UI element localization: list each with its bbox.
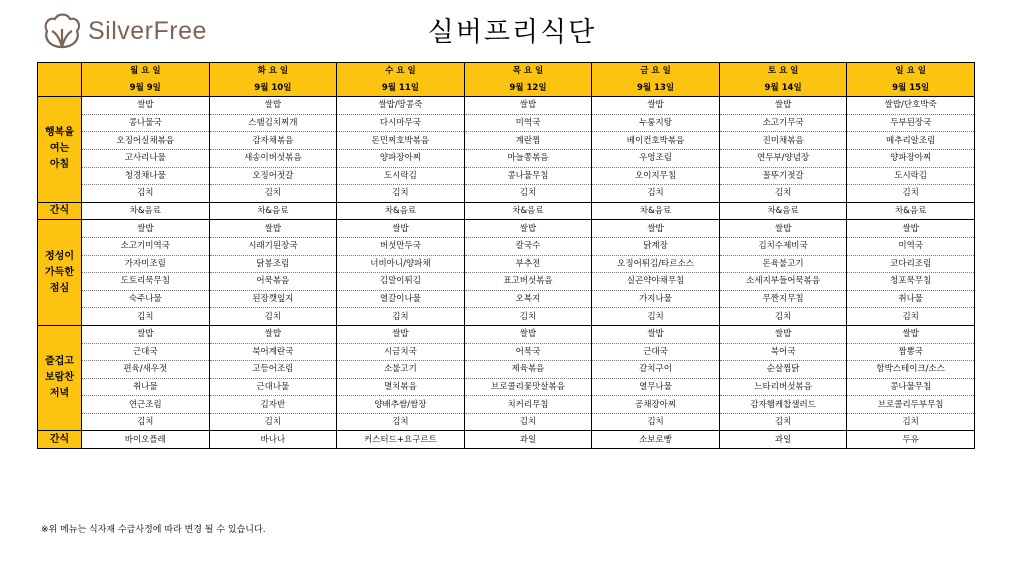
menu-cell: 도시락김 <box>337 167 465 185</box>
menu-cell: 차&음료 <box>592 202 720 220</box>
menu-cell: 어묵볶음 <box>209 273 337 291</box>
menu-cell: 쌀밥 <box>337 325 465 343</box>
menu-cell: 베이컨호박볶음 <box>592 132 720 150</box>
menu-cell: 차&음료 <box>209 202 337 220</box>
meal-label-line: 행복을 <box>45 127 74 139</box>
menu-row <box>38 378 975 396</box>
menu-cell: 쌀밥 <box>592 325 720 343</box>
menu-row <box>38 343 975 361</box>
menu-cell: 청포묵무침 <box>847 273 975 291</box>
menu-cell: 무짠지무침 <box>719 290 847 308</box>
menu-cell: 차&음료 <box>337 202 465 220</box>
menu-cell: 소불고기 <box>337 361 465 379</box>
menu-cell: 커스터드+요구르트 <box>337 431 465 449</box>
menu-cell: 연두부/양념장 <box>719 149 847 167</box>
menu-row <box>38 413 975 431</box>
menu-cell: 소보로빵 <box>592 431 720 449</box>
menu-cell: 스팸김치찌개 <box>209 114 337 132</box>
menu-cell: 김치 <box>337 185 465 203</box>
menu-cell: 숙주나물 <box>82 290 210 308</box>
snack-label <box>38 202 82 220</box>
brand-name: SilverFree <box>88 16 207 45</box>
date-header: 9월 15일 <box>847 80 975 97</box>
menu-cell: 쌀밥 <box>337 220 465 238</box>
menu-cell: 미역국 <box>464 114 592 132</box>
menu-cell: 열무나물 <box>592 378 720 396</box>
menu-cell: 콩나물무침 <box>847 378 975 396</box>
snack-label <box>38 431 82 449</box>
menu-cell: 시금치국 <box>337 343 465 361</box>
menu-cell: 김치 <box>847 413 975 431</box>
menu-cell: 순살찜닭 <box>719 361 847 379</box>
menu-cell: 오징어튀김/타르소스 <box>592 255 720 273</box>
day-header: 목 요 일 <box>464 63 592 80</box>
meal-label-line: 간식 <box>49 205 70 217</box>
menu-row <box>38 132 975 150</box>
menu-cell: 계란찜 <box>464 132 592 150</box>
menu-cell: 갈치구이 <box>592 361 720 379</box>
menu-cell: 메추리알조림 <box>847 132 975 150</box>
menu-cell: 짬뽕국 <box>847 343 975 361</box>
menu-cell: 고등어조림 <box>209 361 337 379</box>
day-header: 월 요 일 <box>82 63 210 80</box>
menu-cell: 진미채볶음 <box>719 132 847 150</box>
menu-cell: 과일 <box>719 431 847 449</box>
menu-cell: 쌀밥 <box>209 325 337 343</box>
menu-cell: 차&음료 <box>82 202 210 220</box>
menu-cell: 쌀밥 <box>82 97 210 115</box>
menu-row <box>38 149 975 167</box>
menu-cell: 오징어젓갈 <box>209 167 337 185</box>
menu-cell: 우엉조림 <box>592 149 720 167</box>
menu-cell: 김치 <box>719 413 847 431</box>
menu-row <box>38 325 975 343</box>
menu-cell: 김치 <box>847 185 975 203</box>
menu-cell: 쌀밥 <box>847 220 975 238</box>
menu-cell: 김치 <box>847 308 975 326</box>
menu-cell: 다시마무국 <box>337 114 465 132</box>
menu-cell: 너비아니/양파채 <box>337 255 465 273</box>
menu-cell: 감자햄케찹샐러드 <box>719 396 847 414</box>
menu-cell: 근대국 <box>82 343 210 361</box>
menu-cell: 돈민찌호박볶음 <box>337 132 465 150</box>
menu-cell: 김치 <box>719 308 847 326</box>
menu-cell: 제육볶음 <box>464 361 592 379</box>
menu-cell: 청경채나물 <box>82 167 210 185</box>
menu-cell: 소고기미역국 <box>82 237 210 255</box>
menu-cell: 쌀밥 <box>719 220 847 238</box>
menu-cell: 차&음료 <box>847 202 975 220</box>
weekly-menu-table <box>37 62 975 449</box>
menu-cell: 열갈이나물 <box>337 290 465 308</box>
menu-cell: 김치 <box>82 413 210 431</box>
menu-cell: 근대나물 <box>209 378 337 396</box>
menu-cell: 오이지무침 <box>592 167 720 185</box>
menu-cell: 취나물 <box>82 378 210 396</box>
menu-cell: 소세지부들어묵볶음 <box>719 273 847 291</box>
menu-row <box>38 114 975 132</box>
menu-cell: 미역국 <box>847 237 975 255</box>
menu-cell: 도시락김 <box>847 167 975 185</box>
menu-cell: 쌀밥 <box>464 220 592 238</box>
day-header: 화 요 일 <box>209 63 337 80</box>
menu-cell: 멸치볶음 <box>337 378 465 396</box>
date-header: 9월 14일 <box>719 80 847 97</box>
menu-cell: 김치수제비국 <box>719 237 847 255</box>
menu-cell: 차&음료 <box>464 202 592 220</box>
menu-cell: 브로콜리꽃맛살볶음 <box>464 378 592 396</box>
menu-cell: 김자반 <box>209 396 337 414</box>
menu-cell: 가자미조림 <box>82 255 210 273</box>
menu-cell: 쌀밥 <box>209 97 337 115</box>
menu-row <box>38 167 975 185</box>
menu-cell: 쌀밥 <box>847 325 975 343</box>
date-header: 9월 9일 <box>82 80 210 97</box>
menu-cell: 근대국 <box>592 343 720 361</box>
menu-cell: 버섯만두국 <box>337 237 465 255</box>
menu-row <box>38 290 975 308</box>
menu-cell: 김치 <box>464 413 592 431</box>
menu-cell: 고사리나물 <box>82 149 210 167</box>
page-title: 실버프리식단 <box>427 17 597 48</box>
menu-cell: 쌀밥 <box>82 220 210 238</box>
menu-cell: 김치 <box>337 413 465 431</box>
menu-cell: 편육/새우젓 <box>82 361 210 379</box>
menu-row <box>38 220 975 238</box>
menu-cell: 쌀밥 <box>719 97 847 115</box>
menu-cell: 김치 <box>592 185 720 203</box>
menu-cell: 공채장아찌 <box>592 396 720 414</box>
menu-cell: 브로콜리두부무침 <box>847 396 975 414</box>
menu-cell: 북어국 <box>719 343 847 361</box>
meal-label-line: 저녁 <box>49 388 70 400</box>
menu-cell: 김치 <box>592 413 720 431</box>
menu-cell: 차&음료 <box>719 202 847 220</box>
menu-row <box>38 255 975 273</box>
menu-row <box>38 97 975 115</box>
date-header: 9월 11일 <box>337 80 465 97</box>
menu-cell: 돈육불고기 <box>719 255 847 273</box>
menu-cell: 닭봉조림 <box>209 255 337 273</box>
menu-cell: 김치 <box>592 308 720 326</box>
menu-cell: 시래기된장국 <box>209 237 337 255</box>
menu-cell: 쌀밥 <box>592 220 720 238</box>
menu-row <box>38 308 975 326</box>
menu-cell: 양파장아찌 <box>337 149 465 167</box>
menu-cell: 감자채볶음 <box>209 132 337 150</box>
day-header: 금 요 일 <box>592 63 720 80</box>
menu-cell: 도토리묵무침 <box>82 273 210 291</box>
menu-cell: 쌀밥 <box>464 325 592 343</box>
menu-cell: 된장깻잎지 <box>209 290 337 308</box>
menu-cell: 꼴뚜기젓갈 <box>719 167 847 185</box>
menu-cell: 김말이튀김 <box>337 273 465 291</box>
meal-label <box>38 325 82 431</box>
menu-cell: 느타리버섯볶음 <box>719 378 847 396</box>
menu-cell: 쌀밥 <box>209 220 337 238</box>
menu-cell: 새송이버섯볶음 <box>209 149 337 167</box>
menu-cell: 쌀밥 <box>82 325 210 343</box>
menu-cell: 연근조림 <box>82 396 210 414</box>
menu-cell: 닭계장 <box>592 237 720 255</box>
meal-label-line: 즐겁고 <box>45 356 74 368</box>
menu-cell: 김치 <box>719 185 847 203</box>
menu-cell: 가지나물 <box>592 290 720 308</box>
menu-cell: 김치 <box>82 308 210 326</box>
menu-cell: 양파장아찌 <box>847 149 975 167</box>
meal-label-line: 가득한 <box>45 266 74 278</box>
menu-cell: 김치 <box>209 413 337 431</box>
menu-row <box>38 396 975 414</box>
meal-label-line: 여는 <box>49 143 70 155</box>
menu-cell: 쌀밥/단호박죽 <box>847 97 975 115</box>
menu-cell: 김치 <box>464 185 592 203</box>
menu-cell: 소고기무국 <box>719 114 847 132</box>
menu-cell: 코다리조림 <box>847 255 975 273</box>
menu-cell: 콩나물무침 <box>464 167 592 185</box>
menu-cell: 쌀밥 <box>592 97 720 115</box>
menu-cell: 김치 <box>464 308 592 326</box>
menu-row <box>38 185 975 203</box>
menu-cell: 칼국수 <box>464 237 592 255</box>
header-corner <box>38 63 82 97</box>
date-header: 9월 10일 <box>209 80 337 97</box>
menu-cell: 치커리무침 <box>464 396 592 414</box>
menu-cell: 콩나물국 <box>82 114 210 132</box>
date-header: 9월 13일 <box>592 80 720 97</box>
menu-cell: 두유 <box>847 431 975 449</box>
menu-cell: 표고버섯볶음 <box>464 273 592 291</box>
meal-label-line: 보람찬 <box>45 372 74 384</box>
menu-row <box>38 361 975 379</box>
menu-cell: 북어계란국 <box>209 343 337 361</box>
menu-cell: 쌀밥/땅콩죽 <box>337 97 465 115</box>
menu-cell: 마늘쫑볶음 <box>464 149 592 167</box>
meal-label-line: 아침 <box>49 159 70 171</box>
menu-cell: 김치 <box>209 308 337 326</box>
menu-cell: 부추전 <box>464 255 592 273</box>
meal-label-line: 점심 <box>49 282 70 294</box>
date-header: 9월 12일 <box>464 80 592 97</box>
menu-row <box>38 202 975 220</box>
menu-row <box>38 237 975 255</box>
meal-label-line: 정성이 <box>45 250 74 262</box>
menu-cell: 두부된장국 <box>847 114 975 132</box>
meal-label <box>38 97 82 203</box>
menu-cell: 김치 <box>82 185 210 203</box>
menu-cell: 쌀밥 <box>719 325 847 343</box>
menu-cell: 누룽지탕 <box>592 114 720 132</box>
menu-cell: 함박스테이크/소스 <box>847 361 975 379</box>
menu-cell: 오징어실채볶음 <box>82 132 210 150</box>
day-header: 일 요 일 <box>847 63 975 80</box>
menu-cell: 바이오플레 <box>82 431 210 449</box>
footnote: ※위 메뉴는 식자재 수급사정에 따라 변경 될 수 있습니다. <box>41 525 266 535</box>
menu-cell: 실곤약야채무침 <box>592 273 720 291</box>
menu-cell: 쌀밥 <box>464 97 592 115</box>
menu-cell: 김치 <box>209 185 337 203</box>
menu-row <box>38 273 975 291</box>
day-header: 수 요 일 <box>337 63 465 80</box>
menu-cell: 바나나 <box>209 431 337 449</box>
menu-cell: 어묵국 <box>464 343 592 361</box>
menu-cell: 양배추쌈/쌈장 <box>337 396 465 414</box>
menu-cell: 과일 <box>464 431 592 449</box>
meal-label-line: 간식 <box>49 433 70 445</box>
menu-cell: 김치 <box>337 308 465 326</box>
menu-cell: 오복지 <box>464 290 592 308</box>
day-header: 토 요 일 <box>719 63 847 80</box>
menu-cell: 취나물 <box>847 290 975 308</box>
menu-row <box>38 431 975 449</box>
meal-label <box>38 220 82 326</box>
